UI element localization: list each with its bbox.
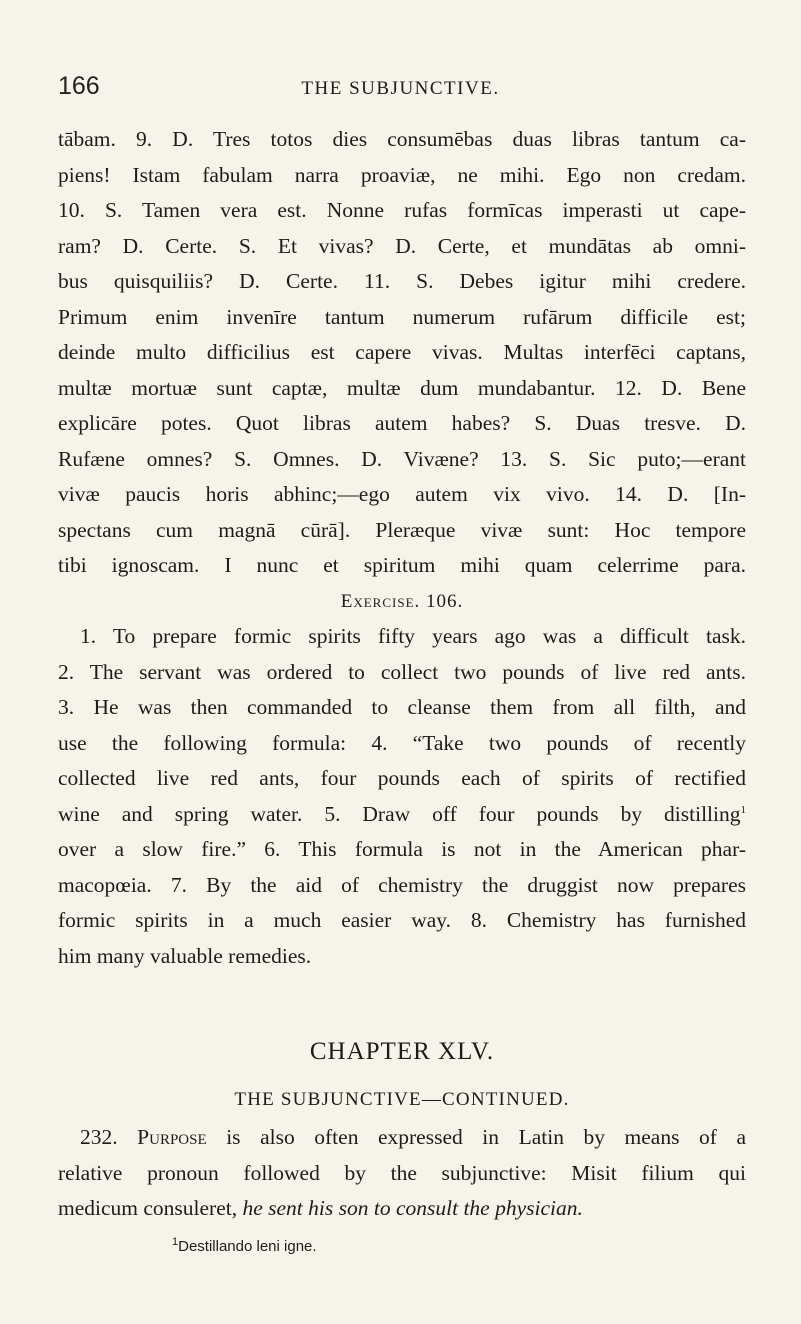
text-line: 3. He was then commanded to cleanse them from all filth, and xyxy=(58,695,746,719)
text-line: bus quisquiliis? D. Certe. 11. S. Debes igitur mihi credere. xyxy=(58,269,746,293)
footnote-marker: 1 xyxy=(740,803,746,816)
text-line: use the following formula: 4. “Take two pounds of recently xyxy=(58,730,746,755)
exercise-sentences xyxy=(58,619,746,974)
text-line: collected live red ants, four pounds each of spirits of rectified xyxy=(58,766,746,790)
footnote-marker: 1 xyxy=(172,1235,179,1248)
text-line: piens! Istam fabulam narra proaviæ, ne mihi. Ego non credam. xyxy=(58,162,746,187)
text-line: explicāre potes. Quot libras autem habes? S. Duas tresve. D. xyxy=(58,411,746,435)
text-line xyxy=(58,797,746,833)
text-span: wine and spring water. 5. Draw off four pounds by distilling xyxy=(58,801,741,826)
text-line: spectans cum magnā cūrā]. Pleræque vivæ sunt: Hoc tempore xyxy=(58,517,746,542)
text-line: multæ mortuæ sunt captæ, multæ dum mundabantur. 12. D. Bene xyxy=(58,375,746,400)
chapter-title: CHAPTER XLV. xyxy=(309,1038,495,1065)
exercise-heading: Exercise. 106. xyxy=(340,590,464,612)
text-line: Primum enim invenīre tantum numerum rufārum difficile est; xyxy=(58,304,746,329)
text-line: macopœia. 7. By the aid of chemistry the druggist now prepares xyxy=(58,872,746,897)
page-number: 166 xyxy=(58,72,100,100)
text-line: formic spirits in a much easier way. 8. Chemistry has furnished xyxy=(58,908,746,932)
text-line: deinde multo difficilius est capere vivas. Multas interfēci captans, xyxy=(58,340,746,364)
text-line xyxy=(58,1120,746,1156)
chapter-subtitle: THE SUBJUNCTIVE—CONTINUED. xyxy=(234,1089,570,1110)
section-number: 232. xyxy=(80,1125,118,1149)
text-line: tābam. 9. D. Tres totos dies consumēbas duas libras tantum ca- xyxy=(58,127,746,151)
text-line xyxy=(58,1191,746,1227)
text-line: 10. S. Tamen vera est. Nonne rufas formīcas imperasti ut cape- xyxy=(58,198,746,222)
section-term: Purpose xyxy=(137,1125,207,1149)
section-232 xyxy=(58,1120,746,1227)
latin-dialogue xyxy=(58,122,746,584)
text-span: is also often expressed in Latin by means of a xyxy=(226,1125,746,1149)
footnote xyxy=(172,1235,746,1259)
text-line: Rufæne omnes? S. Omnes. D. Vivæne? 13. S. Sic puto;—erant xyxy=(58,446,746,471)
page-body xyxy=(58,122,746,1259)
text-line: over a slow fire.” 6. This formula is not in the American phar- xyxy=(58,837,746,861)
english-translation: he sent his son to consult the physician. xyxy=(242,1196,583,1220)
text-line: vivæ paucis horis abhinc;—ego autem vix vivo. 14. D. [In- xyxy=(58,482,746,506)
text-line: him many valuable remedies. xyxy=(58,943,312,968)
text-line: relative pronoun followed by the subjunctive: Misit filium qui xyxy=(58,1160,746,1185)
footnote-text: Destillando leni igne. xyxy=(178,1237,317,1255)
latin-example: medicum consuleret, xyxy=(58,1196,238,1220)
text-line: ram? D. Certe. S. Et vivas? D. Certe, et mundātas ab omni- xyxy=(58,233,746,258)
text-line: 1. To prepare formic spirits fifty years ago was a difficult task. xyxy=(80,624,746,648)
text-line: tibi ignoscam. I nunc et spiritum mihi quam celerrime para. xyxy=(58,553,746,577)
running-title: THE SUBJUNCTIVE. xyxy=(301,78,500,99)
text-line: 2. The servant was ordered to collect two pounds of live red ants. xyxy=(58,659,746,684)
